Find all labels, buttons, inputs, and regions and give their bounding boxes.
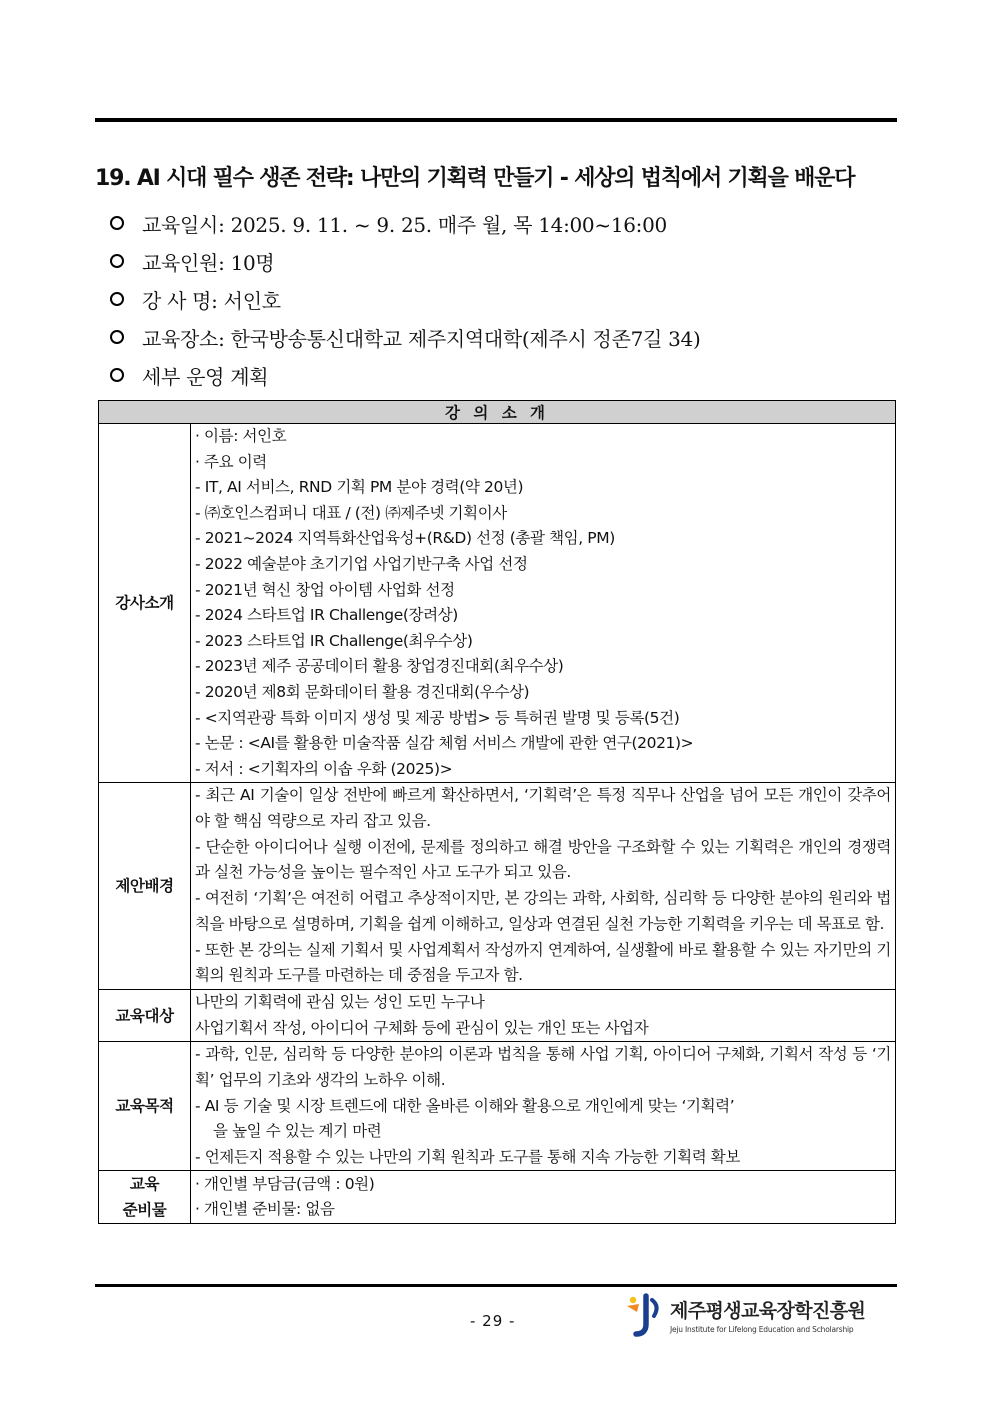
table-header: 강 의 소 개 <box>99 401 896 424</box>
list-item: - 2024 스타트업 IR Challenge(장려상) <box>195 606 458 625</box>
table-row <box>99 989 896 1041</box>
paragraph: - 단순한 아이디어나 실행 이전에, 문제를 정의하고 해결 방안을 구조화할 수 있는 기획력은 개인의 경쟁력과 실천 가능성을 높이는 필수적인 사고 도구가 되고 있음. <box>195 837 891 882</box>
institute-logo-icon <box>624 1292 664 1338</box>
table-row <box>99 1042 896 1171</box>
bullet-schedule: 교육일시: 2025. 9. 11. ~ 9. 25. 매주 월, 목 14:00~16:00 <box>110 204 700 242</box>
circle-bullet-icon <box>110 254 124 268</box>
row-label-supplies <box>99 1171 191 1224</box>
list-item: - AI 등 기술 및 시장 트렌드에 대한 올바른 이해와 활용으로 개인에게 맞는 ‘기획력’ <box>195 1096 735 1115</box>
table-row <box>99 1171 896 1224</box>
row-label-instructor: 강사소개 <box>99 424 191 783</box>
page-title: 19. AI 시대 필수 생존 전략: 나만의 기획력 만들기 - 세상의 법칙에서 기획을 배운다 <box>95 166 855 191</box>
row-label-line: 교육 <box>129 1175 160 1194</box>
paragraph: - 과학, 인문, 심리학 등 다양한 분야의 이론과 법칙을 통해 사업 기획, 아이디어 구체화, 기획서 작성 등 ‘기획’ 업무의 기초와 생각의 노하우 이해. <box>195 1045 891 1089</box>
table-row <box>99 783 896 990</box>
top-rule <box>95 118 897 122</box>
list-item: · 개인별 부담금(금액 : 0원) <box>195 1174 375 1193</box>
list-item: 을 높일 수 있는 계기 마련 <box>213 1122 382 1141</box>
circle-bullet-icon <box>110 330 124 344</box>
list-item: · 이름: 서인호 <box>195 427 287 445</box>
lecture-info-table <box>98 400 896 1224</box>
list-item: · 개인별 준비물: 없음 <box>195 1200 335 1219</box>
target-details <box>191 989 896 1041</box>
background-details <box>191 783 896 990</box>
list-item: 사업기획서 작성, 아이디어 구체화 등에 관심이 있는 개인 또는 사업자 <box>195 1018 649 1037</box>
list-item: - 2023년 제주 공공데이터 활용 창업경진대회(최우수상) <box>195 657 564 676</box>
list-item: - 2023 스타트업 IR Challenge(최우수상) <box>195 631 473 650</box>
list-item: - 2022 예술분야 초기기업 사업기반구축 사업 선정 <box>195 554 528 573</box>
list-item: - 언제든지 적용할 수 있는 나만의 기획 원칙과 도구를 통해 지속 가능한 기획력 확보 <box>195 1147 740 1166</box>
row-label-background: 제안배경 <box>99 783 191 990</box>
page-number: - 29 - <box>470 1312 516 1330</box>
logo-korean-name: 제주평생교육장학진흥원 <box>670 1300 866 1322</box>
paragraph: - 여전히 ‘기획’은 여전히 어렵고 추상적이지만, 본 강의는 과학, 사회학, 심리학 등 다양한 분야의 원리와 법칙을 바탕으로 설명하며, 기획을 쉽게 이해하고, 일상과 연결된 실천 가능한 기획력을 키우는 데 목표로 함. <box>195 889 891 933</box>
list-item: · 주요 이력 <box>195 452 267 471</box>
row-label-goals: 교육목적 <box>99 1042 191 1171</box>
instructor-details <box>191 424 896 783</box>
supplies-details <box>191 1171 896 1224</box>
table-row <box>99 424 896 783</box>
list-item: - 2021년 혁신 창업 아이템 사업화 선정 <box>195 580 455 599</box>
list-item: - <지역관광 특화 이미지 생성 및 제공 방법> 등 특허권 발명 및 등록(5건) <box>195 708 680 727</box>
paragraph: - 최근 AI 기술이 일상 전반에 빠르게 확산하면서, ‘기획력’은 특정 직무나 산업을 넘어 모든 개인이 갖추어야 할 핵심 역량으로 자리 잡고 있음. <box>195 786 891 831</box>
bottom-rule <box>95 1284 897 1287</box>
list-item: - 2021~2024 지역특화산업육성+(R&D) 선정 (총괄 책임, PM) <box>195 529 615 548</box>
circle-bullet-icon <box>110 216 124 230</box>
bullet-capacity: 교육인원: 10명 <box>110 242 700 280</box>
list-item: - ㈜호인스컴퍼니 대표 / (전) ㈜제주넷 기획이사 <box>195 503 507 522</box>
bullet-instructor: 강 사 명: 서인호 <box>110 280 700 318</box>
list-item: 나만의 기획력에 관심 있는 성인 도민 누구나 <box>195 992 485 1011</box>
list-item: - 저서 : <기획자의 이솝 우화 (2025)> <box>195 759 453 778</box>
bullet-plan: 세부 운영 계획 <box>110 356 700 394</box>
list-item: - 2020년 제8회 문화데이터 활용 경진대회(우수상) <box>195 682 530 701</box>
goals-details <box>191 1042 896 1171</box>
row-label-line: 준비물 <box>122 1201 167 1220</box>
overview-list <box>110 204 700 394</box>
institute-logo <box>624 1292 865 1338</box>
row-label-target: 교육대상 <box>99 989 191 1041</box>
logo-english-name: Jeju Institute for Lifelong Education and Scholarship <box>670 1325 854 1334</box>
paragraph: - 또한 본 강의는 실제 기획서 및 사업계획서 작성까지 연계하여, 실생활에 바로 활용할 수 있는 자기만의 기획의 원칙과 도구를 마련하는 데 중점을 두고자 함. <box>195 940 891 985</box>
list-item: - 논문 : <AI를 활용한 미술작품 실감 체험 서비스 개발에 관한 연구(2021)> <box>195 734 694 753</box>
circle-bullet-icon <box>110 292 124 306</box>
list-item: - IT, AI 서비스, RND 기획 PM 분야 경력(약 20년) <box>195 478 524 497</box>
table-header-row <box>99 401 896 424</box>
bullet-location: 교육장소: 한국방송통신대학교 제주지역대학(제주시 정존7길 34) <box>110 318 700 356</box>
circle-bullet-icon <box>110 368 124 382</box>
